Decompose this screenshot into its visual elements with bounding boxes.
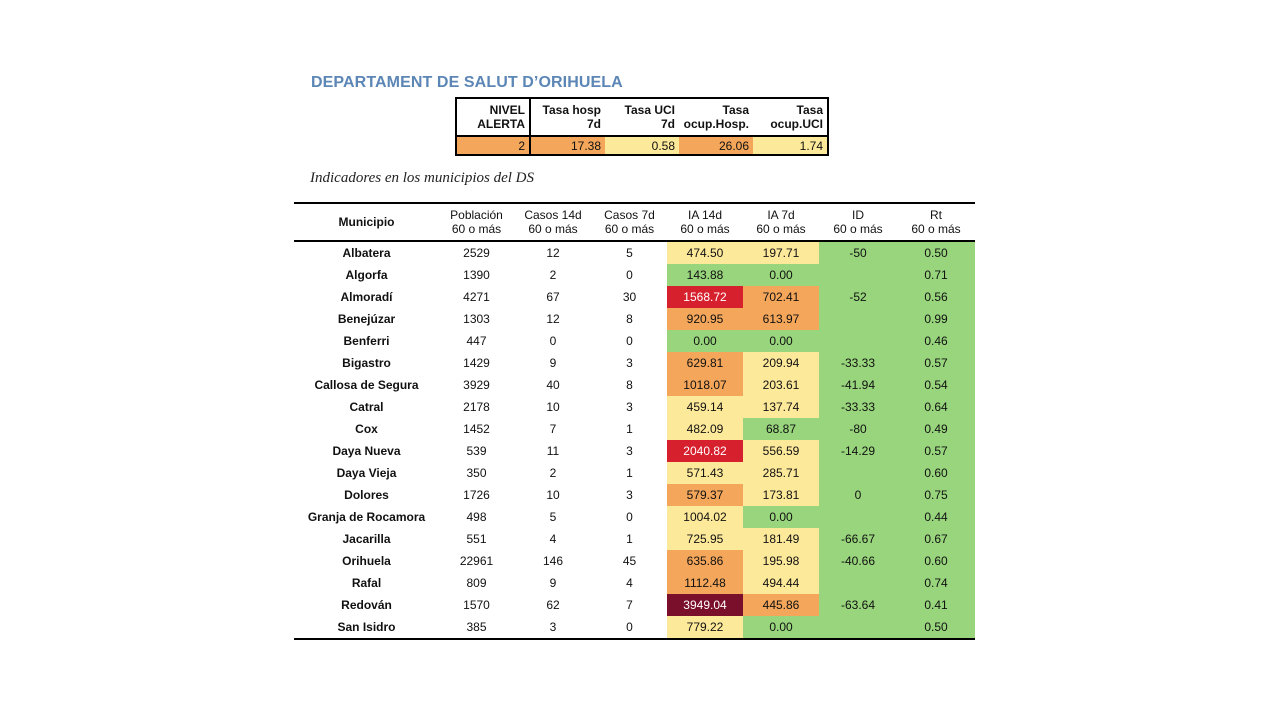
cell-ia-7d: 445.86: [743, 594, 819, 616]
cell-ia-7d: 173.81: [743, 484, 819, 506]
cell-poblacion: 1452: [463, 422, 490, 436]
cell-municipio: Benferri: [343, 334, 390, 348]
cell-ia-14d: 1568.72: [667, 286, 743, 308]
table-row: [294, 374, 975, 396]
cell-poblacion: 551: [466, 532, 487, 546]
summary-table: [455, 97, 829, 156]
cell-casos-7d: 5: [626, 246, 633, 260]
cell-casos-7d: 3: [626, 400, 633, 414]
cell-rt: 0.75: [897, 484, 975, 506]
column-header-id: ID 60 o más: [819, 203, 897, 241]
cell-municipio: Daya Nueva: [332, 444, 401, 458]
cell-municipio: San Isidro: [294, 616, 439, 639]
cell-ia-14d: 571.43: [667, 462, 743, 484]
cell-poblacion: 539: [466, 444, 487, 458]
cell-ia-14d: 635.86: [667, 550, 743, 572]
table-row: [294, 264, 975, 286]
cell-casos-7d: 0: [592, 616, 667, 639]
cell-municipio: Algorfa: [345, 268, 388, 282]
table-row: [294, 286, 975, 308]
cell-casos-14d: 7: [549, 422, 557, 436]
cell-casos-14d: 10: [546, 488, 560, 502]
cell-rt: 0.57: [897, 352, 975, 374]
cell-casos-14d: 9: [549, 356, 557, 370]
cell-rt: 0.74: [897, 572, 975, 594]
cell-poblacion: 1429: [463, 356, 490, 370]
cell-casos-7d: 3: [626, 444, 633, 458]
cell-id: -41.94: [819, 374, 897, 396]
cell-ia-14d: 3949.04: [667, 594, 743, 616]
cell-poblacion: 22961: [459, 554, 494, 568]
cell-ia-7d: 285.71: [743, 462, 819, 484]
cell-id: [819, 506, 897, 528]
cell-municipio: Jacarilla: [342, 532, 391, 546]
cell-ia-7d: 181.49: [743, 528, 819, 550]
cell-rt: 0.50: [897, 616, 975, 639]
cell-ia-7d: 137.74: [743, 396, 819, 418]
cell-ia-14d: 0.00: [667, 330, 743, 352]
summary-value-tasa-uci: 0.58: [605, 136, 679, 155]
cell-casos-14d: 11: [546, 444, 560, 458]
municipalities-table: [294, 202, 975, 640]
cell-id: -80: [819, 418, 897, 440]
cell-ia-7d: 702.41: [743, 286, 819, 308]
cell-municipio: Rafal: [351, 576, 382, 590]
summary-value-tasa-ocup-uci: 1.74: [753, 136, 828, 155]
page-title: DEPARTAMENT DE SALUT D’ORIHUELA: [311, 74, 623, 91]
cell-poblacion: 2178: [463, 400, 490, 414]
cell-id: -63.64: [819, 594, 897, 616]
cell-municipio: Bigastro: [342, 356, 391, 370]
cell-rt: 0.41: [897, 594, 975, 616]
cell-casos-7d: 0: [626, 510, 633, 524]
cell-ia-14d: 725.95: [667, 528, 743, 550]
cell-ia-14d: 459.14: [667, 396, 743, 418]
summary-header-tasa-hosp: Tasa hosp 7d: [530, 98, 605, 136]
cell-casos-14d: 67: [546, 290, 560, 304]
table-row: [294, 308, 975, 330]
cell-casos-14d: 4: [549, 532, 557, 546]
cell-ia-7d: 0.00: [743, 264, 819, 286]
cell-casos-14d: 146: [542, 554, 564, 568]
cell-municipio: Albatera: [342, 246, 391, 260]
table-header-row: [294, 203, 975, 241]
cell-id: [819, 616, 897, 639]
table-row: [294, 440, 975, 462]
cell-id: -33.33: [819, 352, 897, 374]
cell-rt: 0.54: [897, 374, 975, 396]
cell-ia-7d: 0.00: [743, 330, 819, 352]
cell-id: -66.67: [819, 528, 897, 550]
cell-ia-7d: 68.87: [743, 418, 819, 440]
cell-id: -33.33: [819, 396, 897, 418]
cell-casos-7d: 0: [626, 334, 633, 348]
cell-ia-7d: 209.94: [743, 352, 819, 374]
summary-value-tasa-ocup-hosp: 26.06: [679, 136, 753, 155]
cell-rt: 0.57: [897, 440, 975, 462]
cell-id: -14.29: [819, 440, 897, 462]
summary-header-tasa-uci: Tasa UCI 7d: [605, 98, 679, 136]
cell-rt: 0.56: [897, 286, 975, 308]
cell-casos-14d: 62: [546, 598, 560, 612]
cell-ia-14d: 474.50: [667, 241, 743, 264]
cell-id: 0: [819, 484, 897, 506]
summary-header-tasa-ocup-uci: Tasa ocup.UCI: [753, 98, 828, 136]
column-header-casos-7d: Casos 7d 60 o más: [592, 203, 667, 241]
cell-rt: 0.46: [897, 330, 975, 352]
column-header-ia-14d: IA 14d 60 o más: [667, 203, 743, 241]
cell-rt: 0.50: [897, 241, 975, 264]
summary-value-nivel-alerta: 2: [456, 136, 530, 155]
cell-poblacion: 1570: [463, 598, 490, 612]
cell-municipio: Cox: [355, 422, 378, 436]
cell-poblacion: 809: [466, 576, 487, 590]
cell-ia-7d: 494.44: [743, 572, 819, 594]
cell-municipio: Redován: [341, 598, 392, 612]
cell-ia-7d: 0.00: [743, 506, 819, 528]
cell-municipio: Catral: [349, 400, 384, 414]
cell-id: [819, 572, 897, 594]
table-row: [294, 330, 975, 352]
table-row: [294, 594, 975, 616]
cell-casos-7d: 7: [626, 598, 633, 612]
cell-rt: 0.44: [897, 506, 975, 528]
table-row: [294, 550, 975, 572]
cell-rt: 0.67: [897, 528, 975, 550]
cell-casos-14d: 5: [549, 510, 557, 524]
cell-id: [819, 330, 897, 352]
cell-ia-7d: 195.98: [743, 550, 819, 572]
cell-casos-14d: 12: [546, 246, 560, 260]
cell-municipio: Almoradí: [340, 290, 393, 304]
cell-ia-14d: 482.09: [667, 418, 743, 440]
cell-id: [819, 264, 897, 286]
cell-casos-14d: 9: [549, 576, 557, 590]
cell-casos-7d: 8: [626, 378, 633, 392]
cell-poblacion: 1726: [463, 488, 490, 502]
cell-ia-14d: 2040.82: [667, 440, 743, 462]
cell-ia-14d: 1018.07: [667, 374, 743, 396]
summary-value-row: [456, 136, 828, 155]
cell-municipio: Orihuela: [342, 554, 391, 568]
cell-casos-7d: 3: [626, 356, 633, 370]
cell-id: [819, 308, 897, 330]
cell-ia-7d: 613.97: [743, 308, 819, 330]
cell-id: [819, 462, 897, 484]
cell-municipio: Benejúzar: [337, 312, 396, 326]
cell-municipio: Daya Vieja: [336, 466, 397, 480]
cell-rt: 0.60: [897, 550, 975, 572]
cell-municipio: Dolores: [344, 488, 389, 502]
cell-rt: 0.64: [897, 396, 975, 418]
cell-casos-7d: 45: [622, 554, 637, 568]
table-row: [294, 528, 975, 550]
cell-casos-7d: 3: [626, 488, 633, 502]
cell-rt: 0.49: [897, 418, 975, 440]
cell-casos-14d: 2: [549, 268, 557, 282]
cell-ia-7d: 556.59: [743, 440, 819, 462]
cell-casos-7d: 1: [626, 422, 633, 436]
cell-poblacion: 4271: [463, 290, 490, 304]
column-header-ia-7d: IA 7d 60 o más: [743, 203, 819, 241]
cell-casos-7d: 30: [622, 290, 637, 304]
cell-ia-14d: 1112.48: [667, 572, 743, 594]
table-row: [294, 616, 975, 639]
cell-casos-14d: 12: [546, 312, 560, 326]
cell-casos-14d: 3: [514, 616, 592, 639]
cell-poblacion: 385: [439, 616, 514, 639]
cell-casos-7d: 1: [626, 466, 633, 480]
column-header-casos-14d: Casos 14d 60 o más: [514, 203, 592, 241]
cell-rt: 0.60: [897, 462, 975, 484]
cell-ia-7d: 0.00: [743, 616, 819, 639]
cell-ia-7d: 197.71: [743, 241, 819, 264]
cell-ia-14d: 629.81: [667, 352, 743, 374]
cell-id: -40.66: [819, 550, 897, 572]
cell-municipio: Callosa de Segura: [314, 378, 419, 392]
table-row: [294, 418, 975, 440]
cell-casos-14d: 0: [549, 334, 557, 348]
cell-ia-14d: 920.95: [667, 308, 743, 330]
cell-rt: 0.71: [897, 264, 975, 286]
cell-poblacion: 498: [466, 510, 487, 524]
column-header-municipio: Municipio: [294, 203, 439, 241]
cell-poblacion: 2529: [463, 246, 490, 260]
cell-ia-14d: 143.88: [667, 264, 743, 286]
cell-poblacion: 447: [466, 334, 487, 348]
cell-id: -52: [819, 286, 897, 308]
cell-casos-7d: 4: [626, 576, 633, 590]
summary-value-tasa-hosp: 17.38: [530, 136, 605, 155]
cell-casos-7d: 1: [626, 532, 633, 546]
cell-ia-7d: 203.61: [743, 374, 819, 396]
cell-casos-14d: 2: [549, 466, 557, 480]
cell-casos-7d: 8: [626, 312, 633, 326]
summary-header-nivel-alerta: NIVEL ALERTA: [456, 98, 530, 136]
table-row: [294, 241, 975, 264]
cell-poblacion: 350: [466, 466, 487, 480]
summary-header-row: [456, 98, 828, 136]
cell-ia-14d: 779.22: [667, 616, 743, 639]
table-row: [294, 572, 975, 594]
cell-poblacion: 1390: [463, 268, 490, 282]
cell-casos-7d: 0: [626, 268, 633, 282]
table-row: [294, 462, 975, 484]
column-header-rt: Rt 60 o más: [897, 203, 975, 241]
cell-poblacion: 1303: [463, 312, 490, 326]
cell-rt: 0.99: [897, 308, 975, 330]
table-row: [294, 352, 975, 374]
column-header-poblacion: Población 60 o más: [439, 203, 514, 241]
cell-poblacion: 3929: [463, 378, 490, 392]
cell-casos-14d: 40: [546, 378, 560, 392]
cell-municipio: Granja de Rocamora: [307, 510, 426, 524]
table-row: [294, 506, 975, 528]
cell-casos-14d: 10: [546, 400, 560, 414]
table-row: [294, 484, 975, 506]
cell-ia-14d: 579.37: [667, 484, 743, 506]
summary-header-tasa-ocup-hosp: Tasa ocup.Hosp.: [679, 98, 753, 136]
table-row: [294, 396, 975, 418]
cell-id: -50: [819, 241, 897, 264]
cell-ia-14d: 1004.02: [667, 506, 743, 528]
section-subtitle: Indicadores en los municipios del DS: [310, 170, 534, 186]
